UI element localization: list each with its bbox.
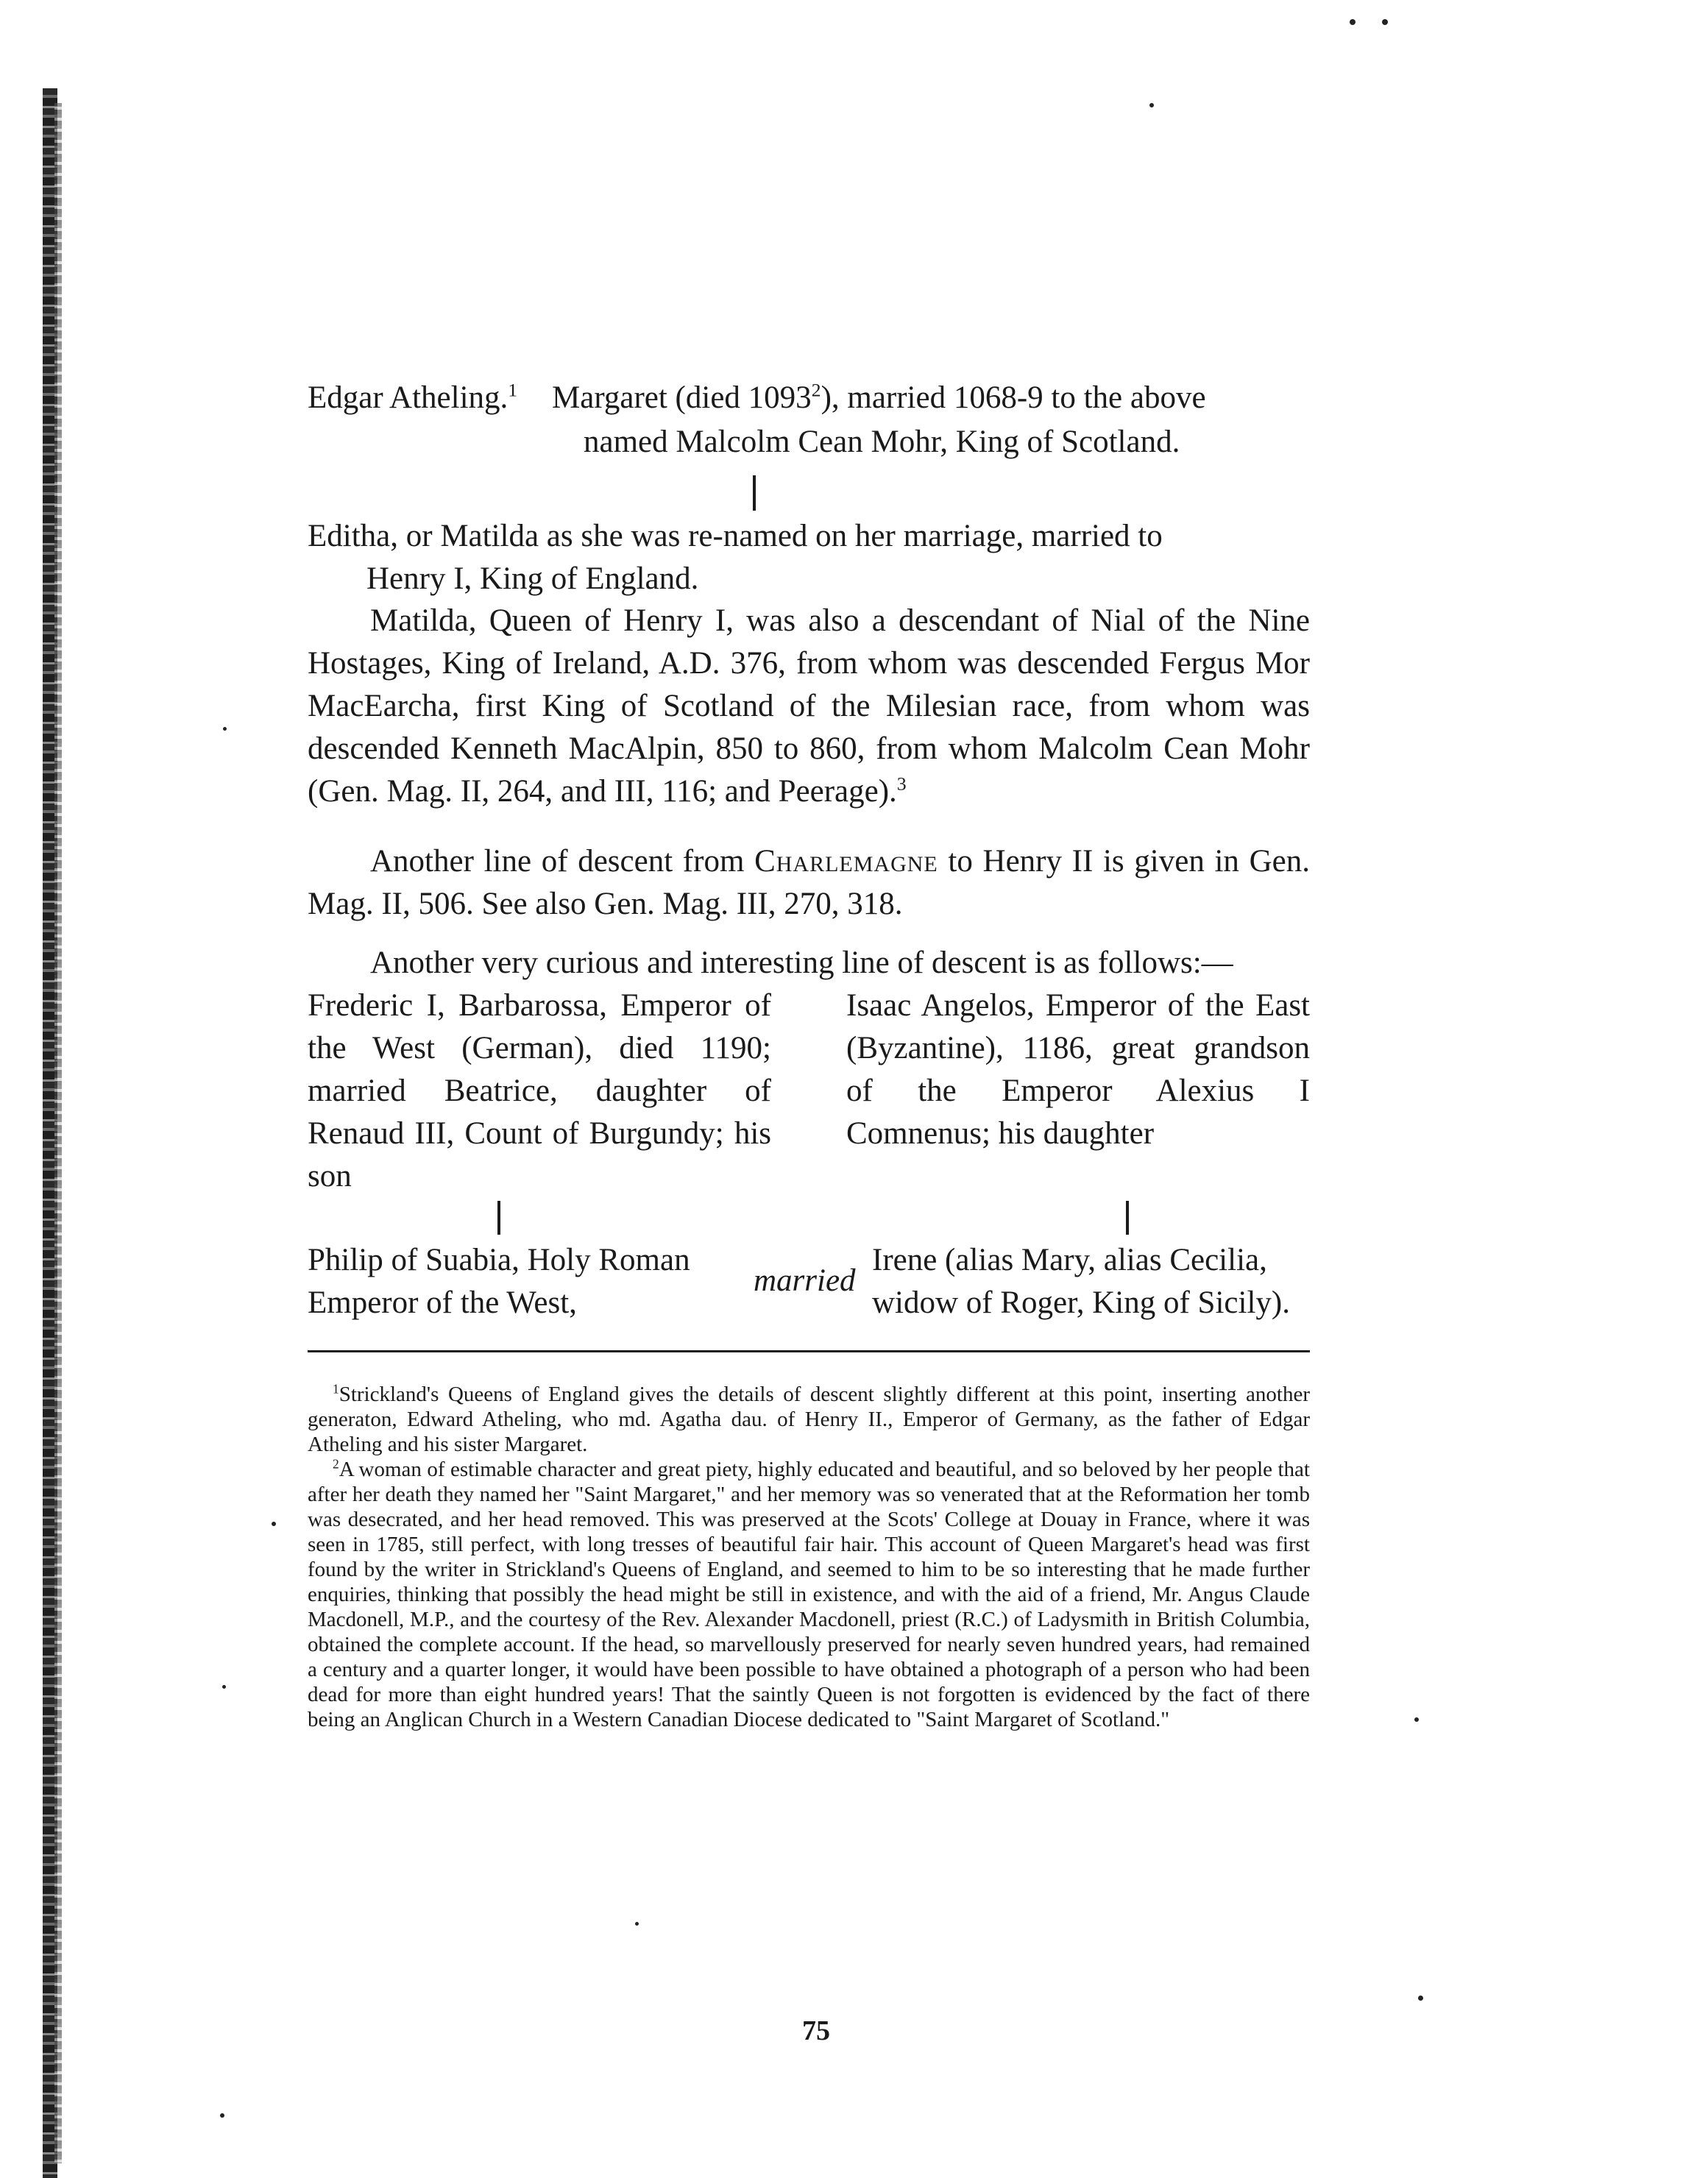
frederic-column: Frederic I, Barbarossa, Emperor of the West (German), died 1190; married Beatrice, daughter of Renaud III, Count of Burgundy; his son [308,988,771,1193]
margaret-line-2: named Malcolm Cean Mohr, King of Scotland. [584,425,1180,459]
footnote-1: $^1$Strickland's Queens of England gives the details of descent slightly different at this point, inserting another generaton, Edward Atheling, who md. Agatha dau. of Henry II., Emperor of Germany, as the father of Edgar Atheling and his sister Margaret. [308,1381,1310,1456]
descent-line-left [497,1201,500,1235]
scan-speck [1149,103,1154,107]
page-number: 75 [802,2015,830,2046]
scan-speck [272,1522,276,1526]
married-label: married [754,1263,856,1298]
scan-speck [635,1922,639,1926]
scan-speck [1418,1996,1423,2001]
footnote-2: $^2$A woman of estimable character and great piety, highly educated and beautiful, and so beloved by her people that after her death they named her "Saint Margaret," and her memory was so venerated that at the Reformation her tomb was desecrated, and her head removed. This was preserved at the Scots' College at Douay in France, where it was seen in 1785, still perfect, with long tresses of beautiful fair hair. This account of Queen Margaret's head was first found by the writer in Strickland's Queens of England, and seemed to him to be so interesting that he made further enquiries, thinking that possibly the head might be still in existence, and with the aid of a friend, Mr. Angus Claude Macdonell, M.P., and the courtesy of the Rev. Alexander Macdonell, priest (R.C.) of Ladysmith in British Columbia, obtained the complete account. If the head, so marvellously preserved for nearly seven hundred years, had remained a century and a quarter longer, it would have been possible to have obtained a photograph of a person who had been dead for more than eight hundred years! That the saintly Queen is not forgotten is evidenced by the fact of there being an Anglican Church in a Western Canadian Diocese dedicated to "Saint Margaret of Scotland." [308,1456,1310,1731]
footnote-rule [308,1350,1310,1352]
footnotes [308,1382,1310,1732]
curious-line: Another very curious and interesting line of descent is as follows:— [370,946,1233,980]
scan-speck [223,727,227,731]
scan-speck [1414,1717,1419,1722]
descent-line [753,475,756,511]
charlemagne-paragraph: Another line of descent from Charlemagne to Henry II is given in Gen. Mag. II, 506. See also Gen. Mag. III, 270, 318. [308,844,1310,921]
matilda-paragraph: Matilda, Queen of Henry I, was also a descendant of Nial of the Nine Hostages, King of Ireland, A.D. 376, from whom was descended Fergus Mor MacEarcha, first King of Scotland of the Milesian race, from whom was descended Kenneth MacAlpin, 850 to 860, from whom Malcolm Cean Mohr (Gen. Mag. II, 264, and III, 116; and Peerage).$^3$ [308,603,1310,809]
scan-speck [1350,19,1356,25]
scan-speck [222,1685,226,1689]
editha-line-2: Henry I, King of England. [366,561,699,596]
philip-line-2: Emperor of the West, [308,1285,577,1320]
irene-line-1: Irene (alias Mary, alias Cecilia, [872,1243,1267,1277]
scan-speck [1382,19,1388,25]
descent-line-right [1126,1201,1129,1235]
isaac-column: Isaac Angelos, Emperor of the East (Byzantine), 1186, great grandson of the Emperor Alexius I Comnenus; his daughter [846,988,1310,1151]
margaret-line: Margaret (died 1093$^2$), married 1068-9 to the above [552,379,1206,415]
book-binding-shadow [54,103,62,2163]
scan-speck [220,2113,224,2118]
irene-line-2: widow of Roger, King of Sicily). [872,1285,1290,1320]
philip-line-1: Philip of Suabia, Holy Roman [308,1243,690,1277]
edgar-atheling: Edgar Atheling.$^1$ [308,379,518,415]
editha-line-1: Editha, or Matilda as she was re-named on her marriage, married to [308,519,1163,553]
